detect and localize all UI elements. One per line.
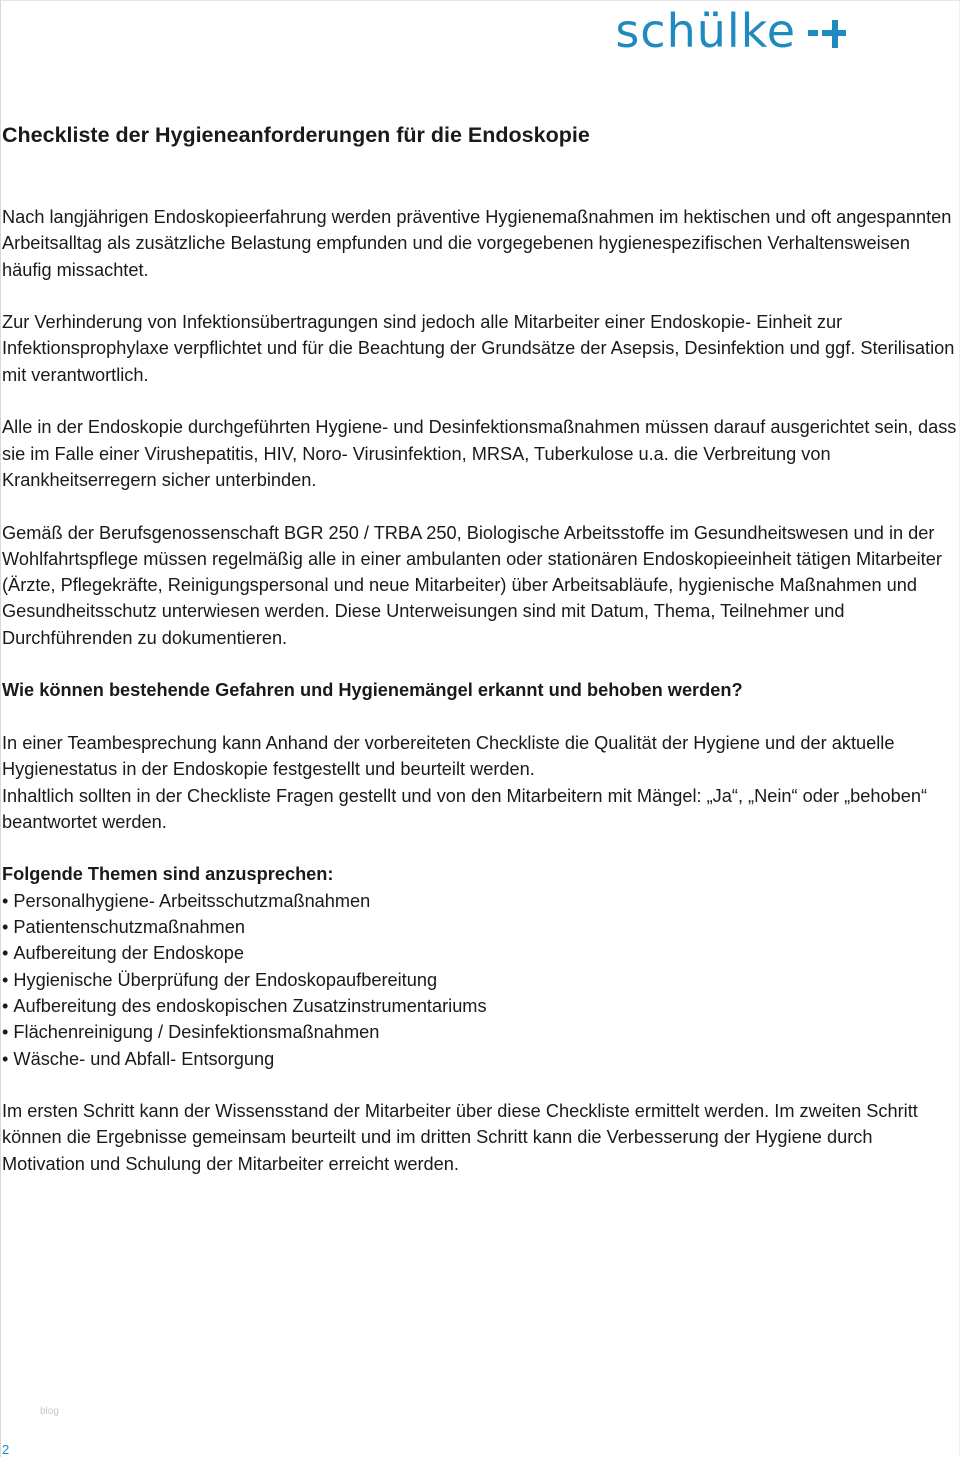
footer-watermark: blog — [40, 1406, 59, 1417]
logo-wordmark: schülke — [615, 4, 796, 58]
answer-paragraph — [2, 730, 958, 835]
answer-line-2: Inhaltlich sollten in der Checkliste Fragen gestellt und von den Mitarbeitern mit Mängel: „Ja“, „Nein“ oder „behoben“ beantwortet werden. — [2, 785, 927, 832]
regulation-paragraph: Gemäß der Berufsgenossenschaft BGR 250 / TRBA 250, Biologische Arbeitsstoffe im Gesundheitswesen und in der Wohlfahrtspflege müssen regelmäßig alle in einer ambulanten oder stationären Endoskopieeinheit tätigen Mitarbeiter (Ärzte, Pflegekräfte, Reinigungspersonal und neue Mitarbeiter) über Arbeitsabläufe, hygienische Maßnahmen und Gesundheitsschutz unterwiesen werden. Diese Unterweisungen sind mit Datum, Thema, Teilnehmer und Durchführenden zu dokumentieren. — [2, 522, 942, 648]
schuelke-mark-icon — [808, 19, 848, 49]
list-item: • Hygienische Überprüfung der Endoskopaufbereitung — [2, 967, 958, 993]
list-item: • Personalhygiene- Arbeitsschutzmaßnahmen — [2, 888, 958, 914]
disinfection-paragraph: Alle in der Endoskopie durchgeführten Hygiene- und Desinfektionsmaßnahmen müssen darauf ausgerichtet sein, dass sie im Falle einer Virushepatitis, HIV, Noro- Virusinfektion, MRSA, Tuberkulose u.a. die Verbreitung von Krankheitserregern sicher unterbinden. — [2, 417, 957, 490]
page-number: 2 — [2, 1442, 10, 1457]
list-item: • Flächenreinigung / Desinfektionsmaßnahmen — [2, 1019, 958, 1045]
topics-list — [2, 888, 958, 1072]
question-heading: Wie können bestehende Gefahren und Hygienemängel erkannt und behoben werden? — [2, 680, 743, 701]
infection-prevention-paragraph: Zur Verhinderung von Infektionsübertragungen sind jedoch alle Mitarbeiter einer Endoskopie- Einheit zur Infektionsprophylaxe verpflichtet und für die Beachtung der Grundsätze der Asepsis, Desinfektion und ggf. Sterilisation mit verantwortlich. — [2, 312, 955, 385]
document-title: Checkliste der Hygieneanforderungen für die Endoskopie — [2, 123, 590, 147]
list-item: • Aufbereitung des endoskopischen Zusatzinstrumentariums — [2, 993, 958, 1019]
document-body — [2, 120, 958, 1203]
answer-line-1: In einer Teambesprechung kann Anhand der vorbereiteten Checkliste die Qualität der Hygiene und der aktuelle Hygienestatus in der Endoskopie festgestellt und beurteilt werden. — [2, 732, 895, 780]
intro-paragraph: Nach langjährigen Endoskopieerfahrung werden präventive Hygienemaßnahmen im hektischen und oft angespannten Arbeitsalltag als zusätzliche Belastung empfunden und die vorgegebenen hygienespezifischen Verhaltensweisen häufig missachtet. — [2, 207, 952, 280]
topics-section — [2, 861, 958, 1071]
list-item: • Wäsche- und Abfall- Entsorgung — [2, 1046, 958, 1072]
brand-logo — [615, 6, 848, 56]
topics-heading: Folgende Themen sind anzusprechen: — [2, 864, 334, 885]
closing-paragraph: Im ersten Schritt kann der Wissensstand der Mitarbeiter über diese Checkliste ermittelt werden. Im zweiten Schritt können die Ergebnisse gemeinsam beurteilt und im dritten Schritt kann die Verbesserung der Hygiene durch Motivation und Schulung der Mitarbeiter erreicht werden. — [2, 1101, 918, 1174]
list-item: • Patientenschutzmaßnahmen — [2, 914, 958, 940]
list-item: • Aufbereitung der Endoskope — [2, 940, 958, 966]
